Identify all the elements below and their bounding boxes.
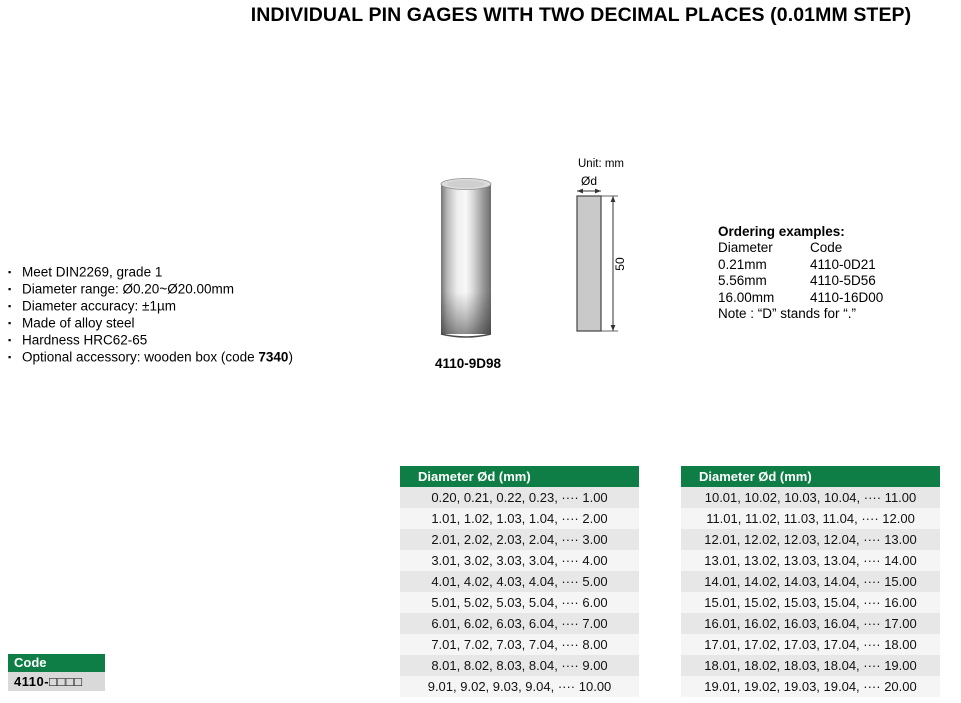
- table-row: 3.01, 3.02, 3.03, 3.04, ···· 4.00: [400, 550, 639, 571]
- ordering-code-value: 4110-5D56: [810, 273, 876, 289]
- table-header: Diameter Ød (mm): [400, 466, 639, 487]
- ordering-diameter-value: 0.21mm: [718, 256, 767, 272]
- table-row: 14.01, 14.02, 14.03, 14.04, ···· 15.00: [681, 571, 940, 592]
- table-row: 4.01, 4.02, 4.03, 4.04, ···· 5.00: [400, 571, 639, 592]
- ordering-row: [718, 273, 958, 289]
- feature-text: Optional accessory: wooden box (code 7340): [22, 349, 293, 365]
- bullet-icon: ▪: [8, 300, 12, 311]
- length-dimension-label: 50: [613, 257, 627, 271]
- feature-item: [8, 264, 293, 281]
- code-label: Code: [8, 654, 105, 672]
- feature-code-bold: 7340: [258, 349, 289, 365]
- bullet-icon: ▪: [8, 317, 12, 328]
- table-row: 15.01, 15.02, 15.03, 15.04, ···· 16.00: [681, 592, 940, 613]
- feature-item: [8, 281, 293, 298]
- table-row: 9.01, 9.02, 9.03, 9.04, ···· 10.00: [400, 676, 639, 697]
- feature-item: [8, 315, 293, 332]
- ordering-diameter-value: 5.56mm: [718, 273, 767, 289]
- dimension-drawing-graphic: [560, 171, 660, 346]
- table-row: 2.01, 2.02, 2.03, 2.04, ···· 3.00: [400, 529, 639, 550]
- ordering-examples: [718, 224, 958, 322]
- feature-text: Made of alloy steel: [22, 315, 135, 331]
- diameter-symbol-label: Ød: [580, 174, 598, 188]
- ordering-heading: Ordering examples:: [718, 224, 845, 239]
- diameter-table-left: [400, 466, 639, 697]
- table-row: 5.01, 5.02, 5.03, 5.04, ···· 6.00: [400, 592, 639, 613]
- feature-item: [8, 298, 293, 315]
- table-row: 18.01, 18.02, 18.03, 18.04, ···· 19.00: [681, 655, 940, 676]
- dimension-drawing: [560, 158, 670, 350]
- bullet-icon: ▪: [8, 351, 12, 362]
- table-row: 1.01, 1.02, 1.03, 1.04, ···· 2.00: [400, 508, 639, 529]
- feature-text: Diameter range: Ø0.20~Ø20.00mm: [22, 281, 234, 297]
- code-block: [8, 654, 105, 691]
- pin-gage-photo: [438, 174, 496, 342]
- ordering-code-value: 4110-16D00: [810, 289, 884, 305]
- ordering-row: [718, 290, 958, 306]
- table-row: 8.01, 8.02, 8.03, 8.04, ···· 9.00: [400, 655, 639, 676]
- table-row: 0.20, 0.21, 0.22, 0.23, ···· 1.00: [400, 487, 639, 508]
- table-row: 19.01, 19.02, 19.03, 19.04, ···· 20.00: [681, 676, 940, 697]
- page-title: INDIVIDUAL PIN GAGES WITH TWO DECIMAL PLACES (0.01MM STEP): [250, 4, 912, 26]
- table-row: 12.01, 12.02, 12.03, 12.04, ···· 13.00: [681, 529, 940, 550]
- feature-item: [8, 332, 293, 349]
- ordering-row: [718, 257, 958, 273]
- ordering-col-code: Code: [810, 240, 843, 256]
- table-row: 7.01, 7.02, 7.03, 7.04, ···· 8.00: [400, 634, 639, 655]
- feature-text: Meet DIN2269, grade 1: [22, 264, 163, 280]
- bullet-icon: ▪: [8, 334, 12, 345]
- unit-label: Unit: mm: [578, 158, 624, 170]
- table-header: Diameter Ød (mm): [681, 466, 940, 487]
- product-code-label: 4110-9D98: [434, 356, 502, 371]
- bullet-icon: ▪: [8, 283, 12, 294]
- ordering-note: Note : “D” stands for “.”: [718, 306, 857, 322]
- table-row: 6.01, 6.02, 6.03, 6.04, ···· 7.00: [400, 613, 639, 634]
- feature-list: [8, 264, 293, 365]
- feature-item: [8, 349, 293, 366]
- table-row: 16.01, 16.02, 16.03, 16.04, ···· 17.00: [681, 613, 940, 634]
- ordering-code-value: 4110-0D21: [810, 256, 876, 272]
- diameter-table-right: [681, 466, 940, 697]
- bullet-icon: ▪: [8, 267, 12, 277]
- table-row: 13.01, 13.02, 13.03, 13.04, ···· 14.00: [681, 550, 940, 571]
- table-row: 10.01, 10.02, 10.03, 10.04, ···· 11.00: [681, 487, 940, 508]
- feature-text: Diameter accuracy: ±1µm: [22, 298, 176, 314]
- pin-cylinder-graphic: [438, 174, 496, 342]
- ordering-diameter-value: 16.00mm: [718, 289, 775, 305]
- feature-text: Hardness HRC62-65: [22, 332, 148, 348]
- table-row: 17.01, 17.02, 17.03, 17.04, ···· 18.00: [681, 634, 940, 655]
- table-row: 11.01, 11.02, 11.03, 11.04, ···· 12.00: [681, 508, 940, 529]
- ordering-col-diameter: Diameter: [718, 240, 773, 256]
- code-pattern: 4110-□□□□: [8, 672, 105, 691]
- ordering-columns-row: [718, 240, 958, 256]
